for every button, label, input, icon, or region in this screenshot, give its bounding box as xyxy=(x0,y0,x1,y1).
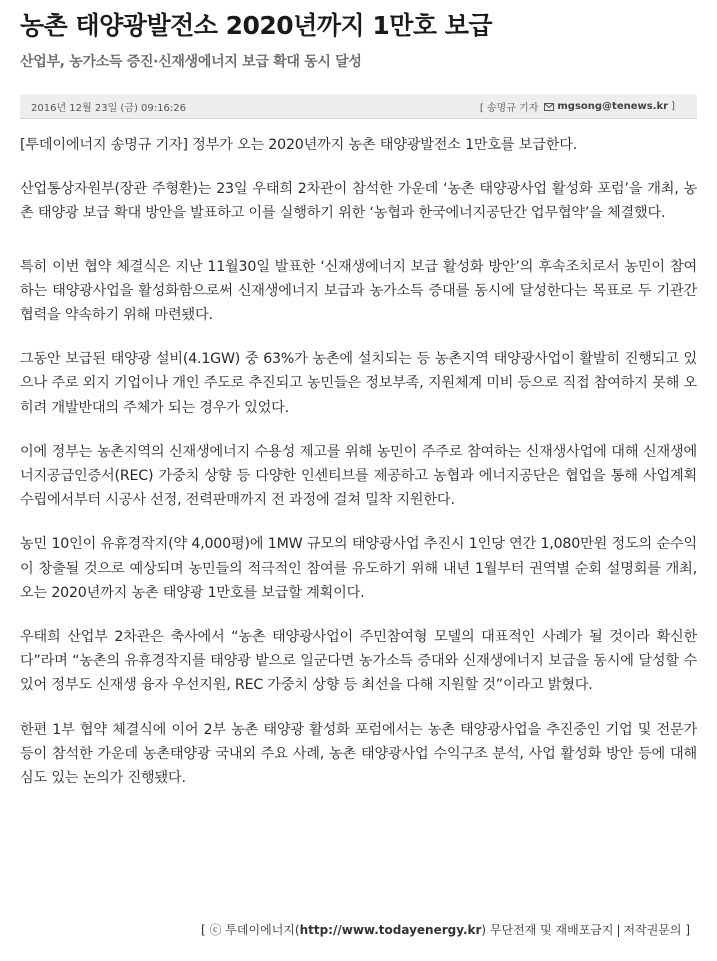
article-byline xyxy=(480,99,675,114)
footer-bracket: ] xyxy=(685,923,690,937)
article-body xyxy=(20,133,697,790)
article-paragraph: 이에 정부는 농촌지역의 신재생에너지 수용성 제고를 위해 농민이 주주로 참여하는 신재생사업에 대해 신재생에너지공급인증서(REC) 가중치 상향 등 다양한 인센티브를 제공하고 농협과 에너지공단은 협업을 통해 사업계획 수립에서부터 시공사 선정, 전력판매까지 전 과정에 걸쳐 밀착 지원한다. xyxy=(20,443,697,509)
byline-bracket: ] xyxy=(671,101,675,112)
copyright-suffix: ) 무단전재 및 재배포금지 xyxy=(481,923,614,937)
envelope-icon[interactable] xyxy=(544,103,554,111)
article-subtitle: 산업부, 농가소득 증진·신재생에너지 보급 확대 동시 달성 xyxy=(20,54,362,70)
article-paragraph: 한편 1부 협약 체결식에 이어 2부 농촌 태양광 활성화 포럼에서는 농촌 태양광사업을 추진중인 기업 및 전문가 등이 참석한 가운데 농촌태양광 국내외 주요 사례, 농촌 태양광사업 수익구조 분석, 사업 활성화 방안 등에 대해 심도 있는 논의가 진행됐다. xyxy=(20,721,697,787)
article xyxy=(20,0,697,810)
copyright-footer xyxy=(0,921,690,939)
article-paragraph: 우태희 산업부 2차관은 축사에서 “농촌 태양광사업이 주민참여형 모델의 대표적인 사례가 될 것이라 확신한다”라며 “농촌의 유휴경작지를 태양광 밭으로 일군다면 농가소득 증대와 신재생에너지 보급을 동시에 달성할 수 있어 정부도 신재생 융자 우선지원, REC 가중치 상향 등 최선을 다해 지원할 것”이라고 밝혔다. xyxy=(20,629,697,694)
site-link[interactable]: http://www.todayenergy.kr xyxy=(299,923,482,937)
article-paragraph: 특히 이번 협약 체결식은 지난 11월30일 발표한 ‘신재생에너지 보급 활성화 방안’의 후속조치로서 농민이 참여하는 태양광사업을 활성화함으로써 신재생에너지 보급과 농가소득 증대를 동시에 달성한다는 목표로 두 기관간 협력을 약속하기 위해 마련됐다. xyxy=(20,258,697,324)
article-info-bar xyxy=(20,94,697,119)
copyright-prefix: [ ⓒ 투데이에너지( xyxy=(201,923,300,937)
article-date: 2016년 12월 23일 (금) 09:16:26 xyxy=(31,103,186,114)
reporter-email-link[interactable]: mgsong@tenews.kr xyxy=(557,101,669,112)
article-headline: 농촌 태양광발전소 2020년까지 1만호 보급 xyxy=(20,11,493,40)
article-paragraph: [투데이에너지 송명규 기자] 정부가 오는 2020년까지 농촌 태양광발전소 1만호를 보급한다. xyxy=(20,137,578,153)
article-paragraph: 그동안 보급된 태양광 설비(4.1GW) 중 63%가 농촌에 설치되는 등 농촌지역 태양광사업이 활발히 진행되고 있으나 주로 외지 기업이나 개인 주도로 추진되고 농민들은 정보부족, 지원체계 미비 등으로 직접 참여하지 못해 오히려 개발반대의 주체가 되는 경우가 있었다. xyxy=(20,351,697,416)
article-paragraph: 농민 10인이 유휴경작지(약 4,000평)에 1MW 규모의 태양광사업 추진시 1인당 연간 1,080만원 정도의 순수익이 창출될 것으로 예상되며 농민들의 적극적인 참여를 유도하기 위해 내년 1월부터 권역별 순회 설명회를 개최, 오는 2020년까지 농촌 태양광 1만호를 보급할 계획이다. xyxy=(20,536,697,601)
copyright-inquiry-link[interactable]: 저작권문의 xyxy=(623,923,682,937)
article-paragraph: 산업통상자원부(장관 주형환)는 23일 우태희 2차관이 참석한 가운데 ‘농촌 태양광사업 활성화 포럼’을 개최, 농촌 태양광 보급 확대 방안을 발표하고 이를 실행하기 위한 ‘농협과 한국에너지공단간 업무협약’을 체결했다. xyxy=(20,181,697,222)
reporter-name: [ 송명규 기자 xyxy=(479,103,539,114)
footer-separator: | xyxy=(616,923,621,937)
